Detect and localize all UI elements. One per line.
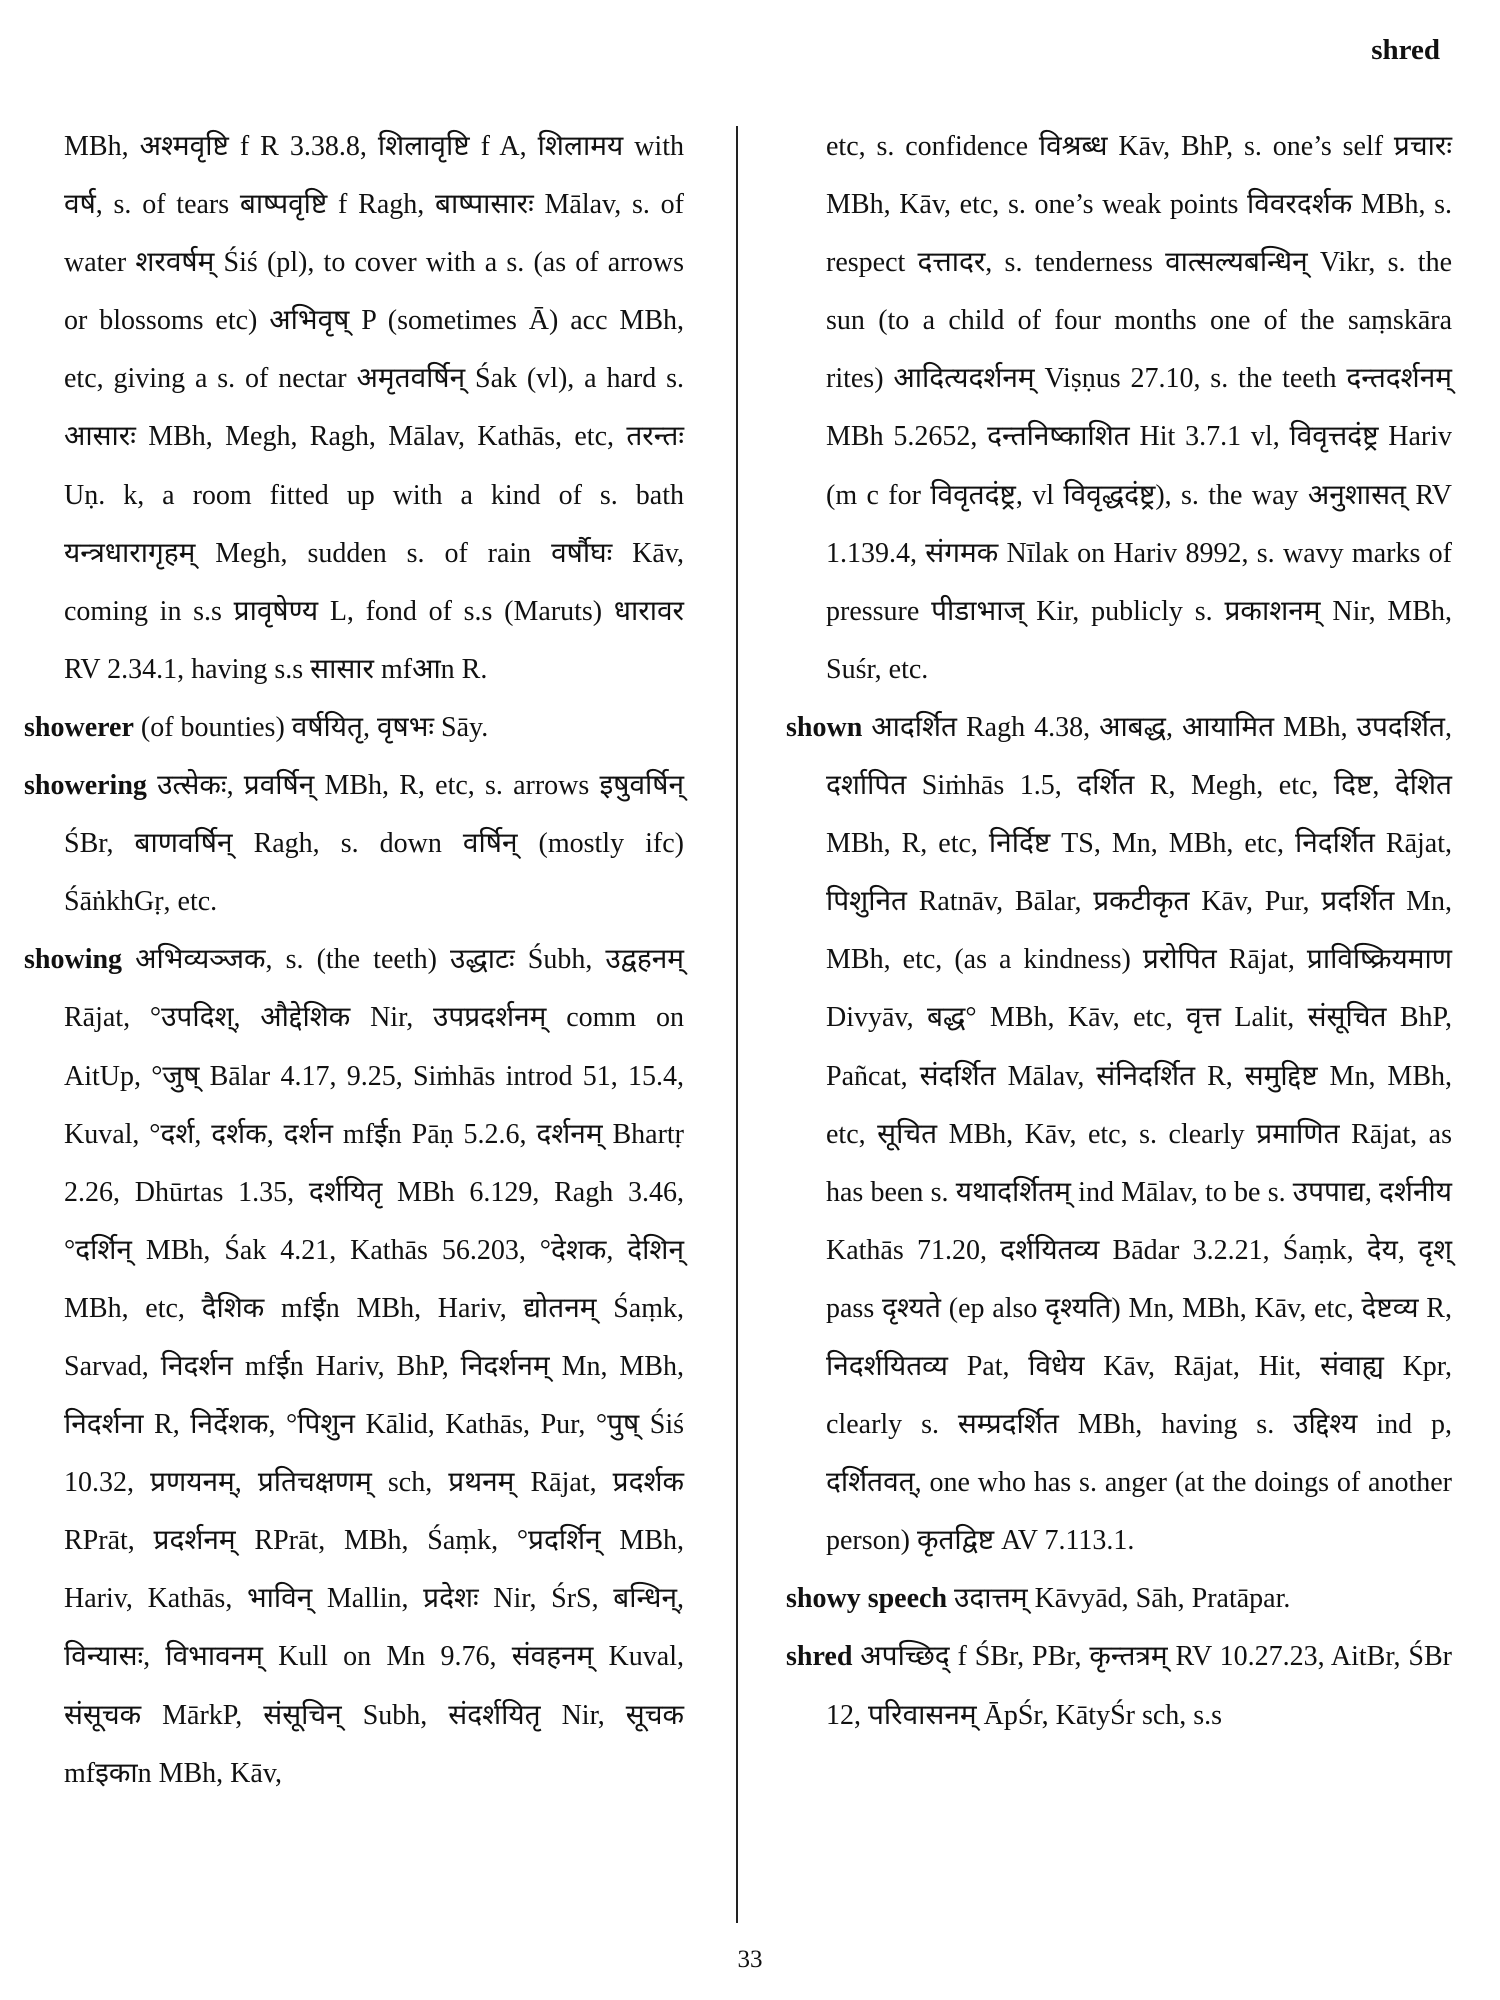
definition: अभिव्यञ्जक, s. (the teeth) उद्धाटः Śubh, उद्वहनम् Rājat, °उपदिश्, औद्देशिक Nir, उपप्रदर्शनम् comm on AitUp, °जुष् Bālar 4.17, 9.25, Siṁhās introd 51, 15.4, Kuval, °दर्श, दर्शक, दर्शन mfईn Pāṇ 5.2.6, दर्शनम् Bhartṛ 2.26, Dhūrtas 1.35, दर्शयितृ MBh 6.129, Ragh 3.46, °दर्शिन् MBh, Śak 4.21, Kathās 56.203, °देशक, देशिन् MBh, etc, दैशिक mfईn MBh, Hariv, द्योतनम् Śaṃk, Sarvad, निदर्शन mfईn Hariv, BhP, निदर्शनम् Mn, MBh, निदर्शना R, निर्देशक, °पिशुन Kālid, Kathās, Pur, °पुष् Śiś 10.32, प्रणयनम्, प्रतिचक्षणम् sch, प्रथनम् Rājat, प्रदर्शक RPrāt, प्रदर्शनम् RPrāt, MBh, Śaṃk, °प्रदर्शिन् MBh, Hariv, Kathās, भाविन् Mallin, प्रदेशः Nir, ŚrS, बन्धिन्, विन्यासः, विभावनम् Kull on Mn 9.76, संवहनम् Kuval, संसूचक MārkP, संसूचिन् Subh, संदर्शयितृ Nir, सूचक mfइकाn MBh, Kāv,	[64, 944, 685, 1789]
definition: उत्सेकः, प्रवर्षिन् MBh, R, etc, s. arrows इषुवर्षिन् ŚBr, बाणवर्षिन् Ragh, s. down वर्षिन् (mostly ifc) ŚāṅkhGṛ, etc.	[64, 770, 684, 918]
entry-continuation: etc, s. confidence विश्रब्ध Kāv, BhP, s. one’s self प्रचारः MBh, Kāv, etc, s. one’s weak points विवरदर्शक MBh, s. respect दत्तादर, s. tenderness वात्सल्यबन्धिन् Vikr, s. the sun (to a child of four months one of the saṃskāra rites) आदित्यदर्शनम् Viṣṇus 27.10, s. the teeth दन्तदर्शनम् MBh 5.2652, दन्तनिष्काशित Hit 3.7.1 vl, विवृत्तदंष्ट्र Hariv (m c for विवृतदंष्ट्र, vl विवृद्धदंष्ट्र), s. the way अनुशासत् RV 1.139.4, संगमक Nīlak on Hariv 8992, s. wavy marks of pressure पीडाभाज् Kir, publicly s. प्रकाशनम् Nir, MBh, Suśr, etc.	[826, 131, 1452, 685]
entry-showerer	[24, 699, 684, 757]
headword: showering	[24, 770, 147, 802]
entry-shred	[786, 1628, 1452, 1744]
headword: showing	[24, 944, 123, 976]
entry-continuation: MBh, अश्मवृष्टि f R 3.38.8, शिलावृष्टि f A, शिलामय with वर्ष, s. of tears बाष्पवृष्टि f Ragh, बाष्पासारः Mālav, s. of water शरवर्षम् Śiś (pl), to cover with a s. (as of arrows or blossoms etc) अभिवृष् P (sometimes Ā) acc MBh, etc, giving a s. of nectar अमृतवर्षिन् Śak (vl), a hard s. आसारः MBh, Megh, Ragh, Mālav, Kathās, etc, तरन्तः Uṇ. k, a room fitted up with a kind of s. bath यन्त्रधारागृहम् Megh, sudden s. of rain वर्षौघः Kāv, coming in s.s प्रावृषेण्य L, fond of s.s (Maruts) धारावर RV 2.34.1, having s.s सासार mfआn R.	[64, 131, 684, 685]
column-divider	[736, 126, 738, 1923]
definition: अपच्छिद् f ŚBr, PBr, कृन्तत्रम् RV 10.27.23, AitBr, ŚBr 12, परिवासनम् ĀpŚr, KātyŚr sch, s.s	[826, 1641, 1453, 1731]
entry-showy-speech	[786, 1570, 1452, 1628]
entry-shown	[786, 699, 1452, 1570]
entry-showering	[24, 757, 684, 931]
right-column	[786, 118, 1452, 1745]
entry-showing	[24, 931, 684, 1802]
headword: showy speech	[786, 1583, 948, 1615]
page-number: 33	[737, 1946, 763, 1973]
running-head: shred	[1371, 34, 1440, 66]
left-column	[24, 118, 684, 1803]
headword: shred	[786, 1641, 853, 1673]
definition: आदर्शित Ragh 4.38, आबद्ध, आयामित MBh, उपदर्शित, दर्शापित Siṁhās 1.5, दर्शित R, Megh, etc, दिष्ट, देशित MBh, R, etc, निर्दिष्ट TS, Mn, MBh, etc, निदर्शित Rājat, पिशुनित Ratnāv, Bālar, प्रकटीकृत Kāv, Pur, प्रदर्शित Mn, MBh, etc, (as a kindness) प्ररोपित Rājat, प्राविष्क्रियमाण Divyāv, बद्ध° MBh, Kāv, etc, वृत्त Lalit, संसूचित BhP, Pañcat, संदर्शित Mālav, संनिदर्शित R, समुद्दिष्ट Mn, MBh, etc, सूचित MBh, Kāv, etc, s. clearly प्रमाणित Rājat, as has been s. यथादर्शितम् ind Mālav, to be s. उपपाद्य, दर्शनीय Kathās 71.20, दर्शयितव्य Bādar 3.2.21, Śaṃk, देय, दृश् pass दृश्यते (ep also दृश्यति) Mn, MBh, Kāv, etc, देष्टव्य R, निदर्शयितव्य Pat, विधेय Kāv, Rājat, Hit, संवाह्य Kpr, clearly s. सम्प्रदर्शित MBh, having s. उद्दिश्य ind p, दर्शितवत्, one who has s. anger (at the doings of another person) कृतद्विष्ट AV 7.113.1.	[826, 711, 1453, 1557]
headword: shown	[786, 711, 863, 743]
headword: showerer	[24, 711, 134, 743]
definition: उदात्तम् Kāvyād, Sāh, Pratāpar.	[954, 1583, 1291, 1615]
definition: (of bounties) वर्षयितृ, वृषभः Sāy.	[140, 711, 489, 743]
